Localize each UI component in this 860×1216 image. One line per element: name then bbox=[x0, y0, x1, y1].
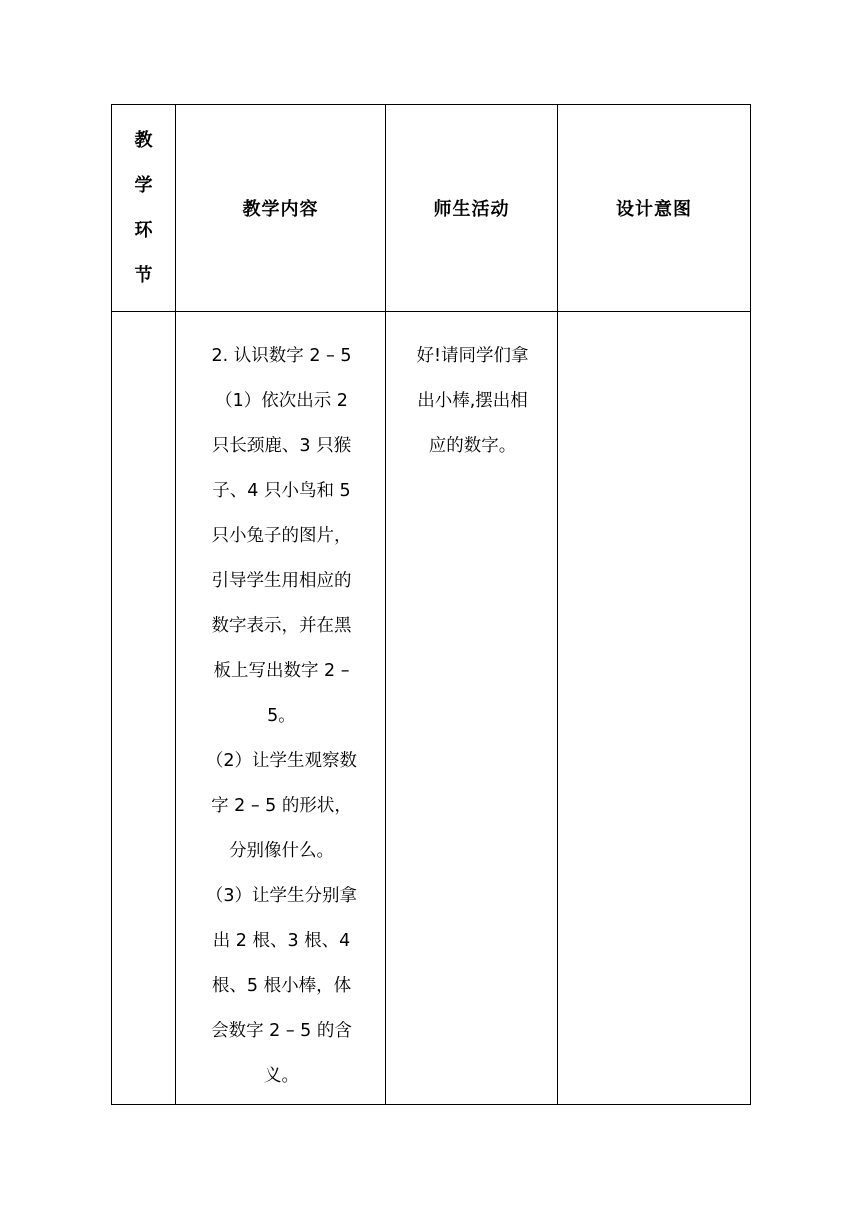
header-activity: 师生活动 bbox=[433, 199, 510, 220]
content-line: 根、5 根小棒，体 bbox=[211, 976, 352, 996]
header-activity-cell bbox=[386, 105, 558, 312]
content-line: 义。 bbox=[264, 1066, 299, 1086]
content-line: 数字表示，并在黑 bbox=[211, 616, 352, 636]
content-line: （2）让学生观察数 bbox=[205, 751, 358, 771]
header-intent-cell bbox=[558, 105, 751, 312]
activity-line: 好!请同学们拿 bbox=[416, 346, 529, 366]
activity-line: 出小棒,摆出相 bbox=[417, 391, 528, 411]
header-row bbox=[112, 105, 751, 312]
table-row bbox=[112, 312, 751, 1105]
content-line: 5。 bbox=[267, 706, 296, 726]
intent-cell bbox=[558, 312, 751, 1105]
content-line: 出 2 根、3 根、4 bbox=[212, 931, 351, 951]
content-line: 字 2 – 5 的形状， bbox=[211, 796, 352, 816]
content-line: 引导学生用相应的 bbox=[211, 571, 352, 591]
header-intent: 设计意图 bbox=[616, 199, 692, 220]
content-line: 2. 认识数字 2 – 5 bbox=[211, 346, 352, 366]
activity-cell bbox=[386, 312, 558, 1105]
content-line: 只小兔子的图片， bbox=[211, 526, 352, 546]
content-line: 只长颈鹿、3 只猴 bbox=[211, 436, 352, 456]
stage-cell bbox=[112, 312, 176, 1105]
content-line: （3）让学生分别拿 bbox=[205, 886, 358, 906]
content-line: （1）依次出示 2 bbox=[215, 391, 348, 411]
activity-line: 应的数字。 bbox=[428, 436, 517, 456]
content-line: 会数字 2 – 5 的含 bbox=[211, 1021, 352, 1041]
header-stage: 教学环节 bbox=[134, 130, 153, 286]
content-line: 板上写出数字 2 – bbox=[213, 661, 350, 681]
header-content-cell bbox=[176, 105, 386, 312]
content-cell bbox=[176, 312, 386, 1105]
content-line: 子、4 只小鸟和 5 bbox=[212, 481, 351, 501]
header-content: 教学内容 bbox=[242, 199, 319, 220]
content-line: 分别像什么。 bbox=[229, 841, 334, 861]
header-stage-cell bbox=[112, 105, 176, 312]
lesson-plan-table bbox=[111, 104, 751, 1105]
